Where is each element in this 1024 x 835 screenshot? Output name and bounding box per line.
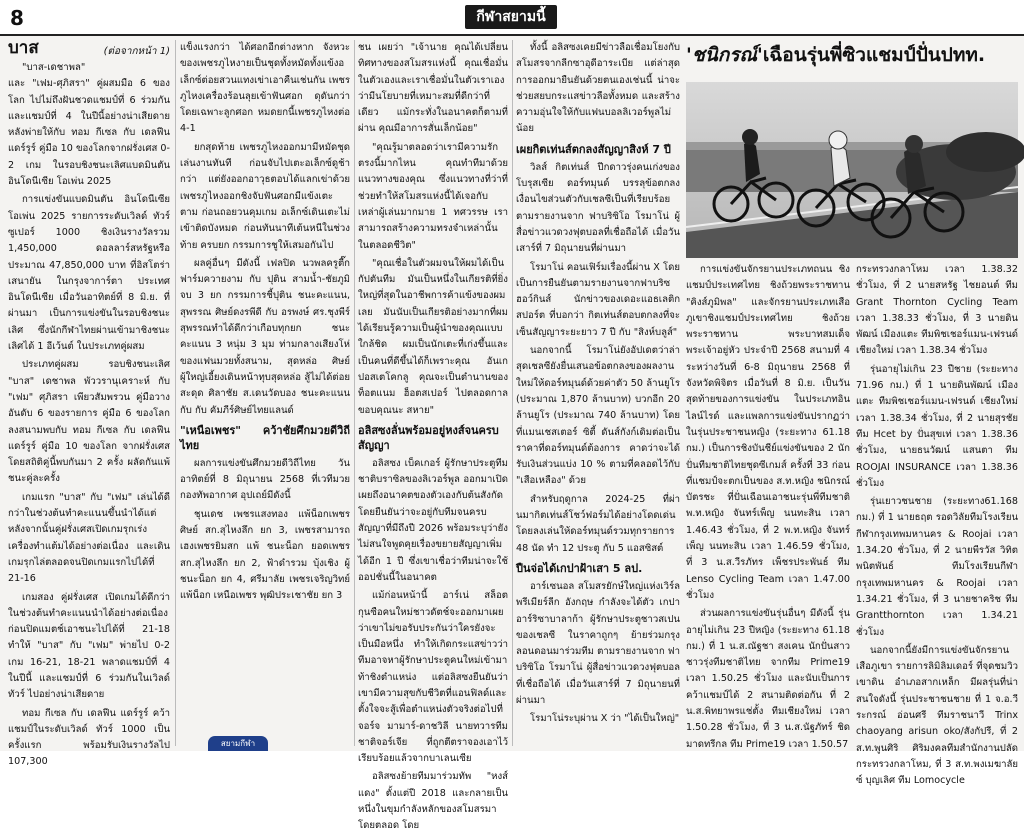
paragraph: สำหรับฤดูกาล 2024-25 ที่ผ่านมากิตเท่นส์โชว์ฟอร์มได้อย่างโดดเด่น โดยลงเล่นให้ดอร์ทมุนด์รวมทุกรายการ 48 นัด ทำ 12 ประตู กับ 5 แอสซิสต์: [516, 493, 680, 554]
paragraph: ส่วนผลการแข่งขันรุ่นอื่นๆ มีดังนี้ รุ่นอายุไม่เกิน 23 ปีหญิง (ระยะทาง 61.18 กม.) ที่ 1 น.ส.ณัฐชา สงเคน นักปั่นสาวชาวรุ่งทีมชาติไทย จากทีม Prime19 เวลา 1.50.25 ชั่วโมง และนับเป็นการคว้าแชมป์ได้ 2 สนามติดต่อกัน ที่ 2 น.ส.พิทยาพรแช่ตั้ง ทีมเชียงใหม่ เวลา 1.50.28 ชั่วโมง, ที่ 3 น.ส.นัฐภัทร์ ชิดมาดทรีกล ทีม Prime19 เวลา 1.50.57: [686, 608, 850, 750]
paragraph: รุ่นอายุไม่เกิน 23 ปีชาย (ระยะทาง 71.96 กม.) ที่ 1 นายดินพัฒน์ เมืองแตะ ทีมพิชเชอร์แมน-เฟรนด์ เชียงใหม่ เวลา 1.38.34 ชั่วโมง, ที่ 2 นายสุรชัย ทีม Hcet by ปั่นสุขเท่ เวลา 1.38.36 ชั่วโมง, นายธนวัฒน์ แสนตา ทีม ROOJAI INSURANCE เวลา 1.38.36 ชั่วโมง: [856, 363, 1018, 489]
paragraph: นอกจากนี้ โรมาโน่ยังอัปเดตว่าล่าสุดเชลซียังยื่นเสนอข้อตกลงของผลงานใหม่ให้ดอร์ทมุนด์ด้วยค่าตัว 50 ล้านยูโร (ประมาณ 1,870 ล้านบาท) บวกอีก 20 ล้านยูโร (ประมาณ 740 ล้านบาท) โดยที่แมนเชสเตอร์ ซิตี้ ดันส์กังก์เดิมต่อเป็นราคาที่ดอร์ทมุนด์ต้องการ คาดว่าจะได้รับเงินส่วนแบ่ง 10 % ตามที่คลอดไว้กับ "เสือเหลือง" ด้วย: [516, 345, 680, 487]
cyclists-photo: [686, 82, 1018, 258]
paragraph: เกมสอง คู่ฝรั่งเศส เปิดเกมได้ดีกว่าในช่วงต้นทำคะแนนนำได้อย่างต่อเนื่อง ก่อนปิดแมตช์เอาชนะไปได้ที่ 21-18 ทำให้ "บาส" กับ "เฟม" พ่ายไป 0-2 เกม 16-21, 18-21 พลาดแชมป์ที่ 4 ในปีนี้ และแชมป์ที่ 6 ร่วมกันในเวิลด์ ทัวร์ ไปอย่างน่าเสียดาย: [8, 591, 170, 701]
page-header: [0, 0, 1024, 36]
paragraph: "คุณเชื่อในตัวผมจนให้ผมได้เป็นกัปตันทีม มันเป็นหนึ่งในเกียรติที่ยิ่งใหญ่ที่สุดในอาชีพการค้าแข้งของผมเลย มันนับเป็นเกียรติอย่างมากที่ผมได้เรียนรู้ความเป็นผู้นำของคุณแบบใกล้ชิด ผมเป็นนักเตะที่เก่งขึ้นและเป็นคนที่ดีขึ้นได้ก็เพราะคุณ อันเก ปอสเตโคกลู คุณจะเป็นตำนานของท็อตแนม ฮ็อตสเปอร์ ไปตลอดกาล ขอบคุณนะ สหาย": [358, 257, 508, 416]
paragraph: ทั้งนี้ อลิสซงเคยมีข่าวลือเชื่อมโยงกับสโมสรจากลีกซาอุดีอาระเบีย แต่ล่าสุดการออกมายืนยันด้วยตนเองเช่นนี้ น่าจะช่วยสยบกระแสข่าวลือทั้งหมด และสร้างความอุ่นใจให้กับแฟนบอลลิเวอร์พูลไม่น้อย: [516, 42, 680, 135]
paragraph: แม้ก่อนหน้านี้ อาร์เน่ สล็อต กุนซือคนใหม่ชาวดัตช์จะออกมาเผยว่าเขาไม่ขอรับประกันว่าใครยังจะเป็นมือหนึ่ง ทำให้เกิดกระแสข่าวว่าทีมอาจหาผู้รักษาประตูคนใหม่เข้ามาท้าชิงตำแหน่ง แต่อลิสซงยืนยันว่าเขามีความสุขกับชีวิตที่แอนฟิลด์และตั้งใจจะสู้เพื่อตำแหน่งตัวจริงต่อไปที่จอร์จ มามาร์-ดาชวิลี นายทวารทีมชาติจอร์เจีย ที่ถูกตีตราจองเอาไว้เรียบร้อยแล้วจากบาเลนเซีย: [358, 590, 508, 765]
paragraph: อาร์เซนอล สโมสรยักษ์ใหญ่แห่งเวิร์ลพรีเมียร์ลีก อังกฤษ กำลังจะได้ตัว เกปา อาร์ริซาบาลาก้า ผู้รักษาประตูชาวสเปนของเชลซี ในราคาถูกๆ ย้ายร่วมกรุงลอนดอนมาร่วมทีม ตามรายงานจาก ฟาบริซิโอ โรมาโน่ ผู้สื่อข่าวแวดวงฟุตบอลที่เชื่อถือได้ เมื่อวันเสาร์ที่ 7 มิถุนายนที่ผ่านมา: [516, 580, 680, 706]
paragraph: "บาส-เดชาพล" และ "เฟม-ศุภิสรา" คู่ผสมมือ 6 ของโลก ไปไม่ถึงฝันชวดแชมป์ที่ 6 ร่วมกันและแชมป์ที่ 4 ในปีนี้อย่างน่าเสียดาย หลังพ่ายให้กับ ทอม กีเซล กับ เดลฟีน แดร์รูร์ คู่มือ 10 ของโลกจากฝรั่งเศส 0-2 เกม ในรอบชิงชนะเลิศแบดมินตัน อินโดนีเซีย โอเพ่น 2025: [8, 62, 170, 188]
paragraph: วิลส์ กิตเท่นส์ ปีกดาวรุ่งคนเก่งของโบรุสเซีย ดอร์ทมุนด์ บรรลุข้อตกลงเงื่อนไขส่วนตัวกับเชลซีเป็นที่เรียบร้อยตามรายงานจาก ฟาบริซิโอ โรมาโน่ ผู้สื่อข่าวแวดวงฟุตบอลที่เชื่อถือได้ เมื่อวันเสาร์ที่ 7 มิถุนายนที่ผ่านมา: [516, 161, 680, 255]
paragraph: นอกจากนี้ยังมีการแข่งขันจักรยานเสือภูเขา รายการลิมิลิมเดอร์ ที่จุดชมวิวเขาดิน อำเภอสากเหล็ก มีผลรุ่นที่น่าสนใจดังนี้ รุ่นประชาชนชาย ที่ 1 จ.อ.วีระกรณ์ อ่อนศรี ทีมราชนาวี Trinx chaoyang arisun oko/สังกัปรี, ที่ 2 ส.ท.พูนศิริ ศิริมงคลทีมสำนักงานปลัดกระทรวงกลาโหม, ที่ 3 ส.ท.พงเมฆาลัยซ์ บุญเลิศ ทีม Lomocycle: [856, 644, 1018, 787]
column-divider: [512, 40, 513, 746]
paragraph: รุ่นเยาวชนชาย (ระยะทาง61.168 กม.) ที่ 1 นายธฤต รอดวิลัยทีมโรงเรียนกีฬากรุงเทพมหานคร & Roojai เวลา 1.34.20 ชั่วโมง, ที่ 2 นายพีรวัส วิทิตพนิตพันธ์ ทีมโรงเรียนกีฬากรุงเทพมหานคร & Roojai เวลา 1.34.21 ชั่วโมง, ที่ 3 นายชาคริช ทีม Grantthornton เวลา 1.34.21 ชั่วโมง: [856, 496, 1018, 638]
paragraph: แข็งแรงกว่า ได้ศอกอีกต่างหาก จังหวะของเพชรภูไหงายเป็นชุดทั้งหมัดทั้งแข้งอเล็กซ์ต่อยสวนแทงเข่าเอาคืนเช่นกัน เพชรภูไหงเครื่องร้อนลุยเข้าฟันศอก ดุดันกว่า โดยเฉพาะลูกศอก หมดยกนี้เพชรภูไหงต่อ 4-1: [180, 42, 350, 135]
cyclists-photo-art: [686, 82, 1018, 258]
section-tag: กีฬาสยามนี้: [465, 5, 557, 29]
paragraph: ชน เผยว่า "เจ้านาย คุณได้เปลี่ยนทิศทางของสโมสรแห่งนี้ คุณเชื่อมั่นในตัวเองและเราเชื่อมั่นในตัวเราเองว่ามีนโยบายที่เหมาะสมที่ดีกว่าที่เดียว แม้กระทั่งในอนาคตก็ตามที่ผ่าน คุณมีอาการสั่นเล็กน้อย": [358, 42, 508, 135]
article-cycling-column: [686, 262, 850, 751]
column-divider: [354, 40, 355, 746]
paragraph: อลิสซงย้ายทีมมาร่วมทัพ "หงส์แดง" ตั้งแต่ปี 2018 และกลายเป็นหนึ่งในขุมกำลังหลักของสโมสรมาโดยตลอด โดย: [358, 771, 508, 832]
subheading: ปืนจ่อได้เกปาฝ้าเสา 5 ลป.: [516, 561, 643, 575]
subheading: "เหนือเพชร" คว้าชัยศึกมวยดีวิถีไทย: [180, 423, 350, 452]
paragraph: อลิสซง เบ็คเกอร์ ผู้รักษาประตูทีมชาติบราซิลของลิเวอร์พูล ออกมาเปิดเผยถึงอนาคตของตัวเองกับต้นสังกัด โดยยืนยันว่าจะอยู่กับทีมจนครบสัญญาที่มีถึงปี 2026 พร้อมระบุว่ายังไม่สนใจพูดคุยเรื่องขยายสัญญาเพิ่มได้อีก 1 ปี ซึ่งเขาเชื่อว่าทีมน่าจะใช้ออปชั่นนี้ในอนาคต: [358, 457, 508, 583]
paragraph: ผลการแข่งขันศึกมวยดีวิถีไทย วันอาทิตย์ที่ 8 มิถุนายน 2568 ที่เวทีมวยกองทัพอากาศ อุปเถย์มีดังนี้: [180, 457, 350, 502]
subheading: เผยกิตเท่นส์ตกลงสัญญาสิงห์ 7 ปี: [516, 142, 671, 156]
article-boxing-column: [180, 40, 350, 751]
article-football-column: [358, 40, 508, 832]
article-bas-column: [8, 38, 170, 768]
headline-name: 'ชนิกรณ์': [686, 44, 763, 66]
paragraph: กระทรวงกลาโหม เวลา 1.38.32 ชั่วโมง, ที่ 2 นายสหรัฐ ไชยอนต์ ทีม Grant Thornton Cycling Team เวลา 1.38.33 ชั่วโมง, ที่ 3 นายดินพัฒน์ เมืองแตะ ทีมพิชเชอร์แมน-เฟรนด์ เชียงใหม่ เวลา 1.38.34 ชั่วโมง: [856, 264, 1018, 357]
paragraph: การแข่งขันจักรยานประเภทถนน ชิงแชมป์ประเทศไทย ชิงถ้วยพระราชทาน "คิงส์ภูมิพล" และจักรยานประเภทเสือภูเขาชิงแชมป์ประเทศไทย ชิงถ้วยพระราชทาน พระบาทสมเด็จพระเจ้าอยู่หัว ประจำปี 2568 สนามที่ 4 ระหว่างวันที่ 6-8 มิถุนายน 2568 ที่จังหวัดพิจิตร เมื่อวันที่ 8 มิ.ย. เป็นวันสุดท้ายของการแข่งขัน ในประเภทอินไลน์ไรด์ และแพลการแข่งขันปรากฏว่า ในรุ่นประชาชนหญิง (ระยะทาง 61.18 กม.) เป็นการชิงบันชีย์แข่งขันของ 2 นักปั่นทีมชาติไทยชุดซีเกมส์ ครั้งที่ 33 ก่อนที่แชมป์จะตกเป็นของ ส.ท.หญิง ชนิกรณ์ บัตรชะ ที่ปั่นเฉือนเอาชนะรุ่นพี่ทีมชาติ พ.ท.หญิง จันทร์เพ็ญ นนทะสิน เวลา 1.46.43 ชั่วโมง, ที่ 2 พ.ท.หญิง จันทร์เพ็ญ นนทะสิน เวลา 1.46.59 ชั่วโมง, ที่ 3 น.ส.วีรภัทร เพ็ชรประพันธ์ ทีม Lenso Cycling Team เวลา 1.47.00 ชั่วโมง: [686, 264, 850, 601]
paragraph: ประเภทคู่ผสม รอบชิงชนะเลิศ "บาส" เดชาพล พัววรานุเคราะห์ กับ "เฟม" ศุภิสรา เพียวสัมพรวน คู่มือวางอันดับ 6 ของรายการ คู่มือ 6 ของโลก ลงสนามพบกับ ทอม กีเซล กับ เดลฟีน แดร์รูร์ คู่มือ 10 ของโลก จากฝรั่งเศส โดยสถิติคู่นี้พบกันมา 2 ครั้ง ผลัดกันแพ้ชนะคู่ละครั้ง: [8, 359, 170, 485]
continued-label: (ต่อจากหน้า 1): [103, 46, 170, 57]
paragraph: ชุนเดช เพชรแสงทอง แพ้น็อกเพชรศิษย์ สก.สุไหงลึก ยก 3, เพชรสามารถ เฮงเพชรยิมสก แพ้ ชนะน็อก ยอดเพชร สก.สุไหงลึก ยก 2, ฟ้าดำรวม บุ้งเชิง ผู้ชนะน็อก ยก 4, ศรีมาลัย เพชรเจริญวิทย์ แพ้น็อก เหนือเพชร พุฒิประเชาชัย ยก 3: [180, 508, 350, 602]
article-cycling-results-column: [856, 262, 1018, 787]
cycling-headline: [686, 44, 1018, 66]
paragraph: ทอม กีเซล กับ เดลฟีน แดร์รูร์ คว้าแชมป์ในระดับเวิลด์ ทัวร์ 1000 เป็นครั้งแรก พร้อมรับเงินรางวัลไป 107,300: [8, 707, 170, 768]
paragraph: เกมแรก "บาส" กับ "เฟม" เล่นได้ดีกว่าในช่วงต้นทำคะแนนขึ้นนำได้แต่หลังจากนั้นคู่ฝรั่งเศสเปิดเกมรุกเร่งเครื่องทำแต้มได้อย่างต่อเนื่อง และเดินเกมรุกไล่ตลอดจนปิดเกมแรกไปได้ที่ 21-16: [8, 491, 170, 585]
siamkeela-logo: สยามกีฬา: [208, 736, 268, 751]
paragraph: "คุณรู้มาตลอดว่าเรามีความรักตรงนี้มากไหน คุณทำทีมาด้วยแนวทางของคุณ ซึ่งแนวทางที่ว่าที่ช่วยทำให้สโมสรแห่งนี้ได้เจอกับเหล่าผู้เล่นมากมาย 1 ทศวรรษ เราสามารถสร้างความทรงจำเหล่านั้นในตลอดชีวิต": [358, 141, 508, 251]
paragraph: โรมาโน่ คอนเฟิร์มเรื่องนี้ผ่าน X โดยเป็นการยืนยันตามรายงานจากฟาบริซ ฮอว์กินส์ นักข่าวของเดอะแอธเลติกสปอร์ต ที่บอกว่า กิตเท่นส์ตอบตกลงที่จะเซ็นสัญญาระยะยาว 7 ปี กับ "สิงห์บลูส์": [516, 261, 680, 338]
article-title-bas: บาส: [8, 38, 39, 58]
column-divider: [175, 40, 176, 746]
paragraph: การแข่งขันแบดมินตัน อินโดนีเซีย โอเพ่น 2025 รายการระดับเวิลด์ ทัวร์ ซูเปอร์ 1000 ชิงเงินรางวัลรวม 1,450,000 ดอลลาร์สหรัฐหรือประมาณ 47,850,000 บาท ที่อิสโตร่าเสนายัน ในกรุงจาการ์ตา ประเทศอินโดนีเซีย เมื่อวันอาทิตย์ที่ 8 มิ.ย. ที่ผ่านมา เป็นการแข่งขันในรอบชิงชนะเลิศ ซึ่งนักกีฬาไทยผ่านเข้ามาชิงชนะเลิศได้ 1 อีเว้นต์ ในประเภทคู่ผสม: [8, 194, 170, 353]
paragraph: ยกสุดท้าย เพชรภูไหงออกมามีหมัดชุดเล่นงานทันที ก่อนจับไปเตะอเล็กซ์ดูช้ากว่า แต่ยังออกอาวุธตอบได้แลกเข่าด้วย เพชรภูไหงออกชิงจับฟันศอกมีแข้งเตะตาม ก่อนถอยวนคุมเกม อเล็กซ์เดินเตะไม่เข้าติดบังหมด ก่อนทันนาทีเต้นหนีในช่วงท้าย ครบยก กรรมการชูให้เสมอกันไป: [180, 141, 350, 251]
paragraph: โรมาโน่ระบุผ่าน X ว่า "ได้เป็นใหญ่": [530, 713, 680, 725]
paragraph: ผลคู่อื่นๆ มีดังนี้ เฟลปิด นวพลครูตี๊กฟาร์มควายงาม กับ ปุติน สามน้ำ-ชัยภูมิ จบ 3 ยก กรรมการชี้ปุติน ชนะคะแนน, สุพรรณ ศิษย์ดงรพีดี กับ อรพงษ์ ศร.ชุงพีร์ สุพรรณทำได้ดีกว่าเกือบทุกยก ชนะคะแนน 3 หนุ่ม 3 มุม ท่ามกลางเสียงโห่ของแฟนมวยทั้งสนาม, สุดหล่อ ศิษย์ผู้ใหญ่เอี้ยงเดินหน้าทุบสุดหล่อ สู้ไม่ได้ต่อยสะดุด ศิลาชัย ส.เดนวัดบอง ชนะคะแนน กับ กับ คัมภีร์ศิษย์ไทยแลนด์: [180, 257, 350, 416]
subheading: อลิสซงลั่นพร้อมอยู่หงส์จนครบสัญญา: [358, 423, 499, 452]
article-transfer-column: [516, 40, 680, 751]
page-number: 8: [10, 6, 24, 30]
headline-text: เฉือนรุ่นพี่ซิวแชมป์ปั่นปทท.: [762, 44, 986, 66]
